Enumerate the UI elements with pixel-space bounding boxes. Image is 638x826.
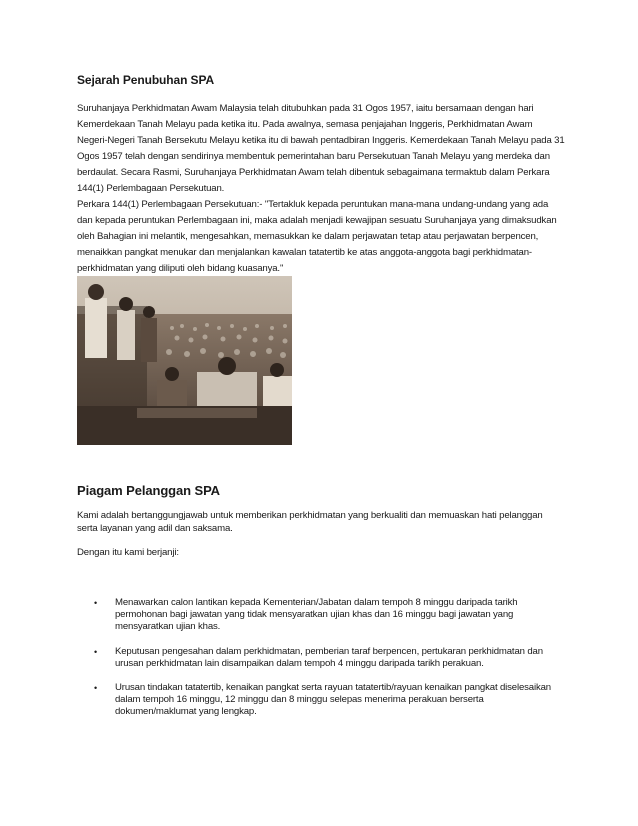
list-item-text: Urusan tindakan tatatertib, kenaikan pangkat serta rayuan tatatertib/rayuan kenaikan pangkat diselesaikan dalam tempoh 16 minggu, 12 minggu dan 8 minggu selepas menerima perakuan berserta dokumen/maklumat yang lengkap. [115,682,551,718]
bullet-icon: • [94,598,98,608]
history-paragraph: Suruhanjaya Perkhidmatan Awam Malaysia telah ditubuhkan pada 31 Ogos 1957, iaitu bersamaan dengan hari Kemerdekaan Tanah Melayu pada ketika itu. Pada awalnya, semasa penjajahan Inggeris, Perkhidmatan Awam Negeri-Negeri Tanah Bersekutu Melayu ketika itu di bawah pentadbiran Inggeris. Kemerdekaan Tanah Melayu pada 31 Ogos 1957 telah dengan sendirinya membentuk pemerintahan baru Persekutuan Tanah Melayu yang merdeka dan berdaulat. Secara Rasmi, Suruhanjaya Perkhidmatan Awam telah dibentuk sebagaimana termaktub dalam Perkara 144(1) Perlembagaan Persekutuan. [77,103,565,194]
list-item [77,646,567,670]
list-item [77,682,567,719]
article-144-paragraph: Perkara 144(1) Perlembagaan Persekutuan:- "Tertakluk kepada peruntukan mana-mana undang-undang yang ada dan kepada peruntukan Perlembagaan ini, maka adalah menjadi kewajipan sesuatu Suruhanjaya yang dimaksudkan oleh Bahagian ini melantik, mengesahkan, memasukkan ke dalam perjawatan tetap atau perjawatan berpencen, menaikkan pangkat menukar dan menjalankan kawalan tatatertib ke atas anggota-anggota bagi perkhidmatan-perkhidmatan yang diliputi oleh bidang kuasanya." [77,199,557,274]
section-title-sejarah: Sejarah Penubuhan SPA [77,73,215,87]
bullet-icon: • [94,683,98,694]
charter-intro-paragraph: Kami adalah bertanggungjawab untuk memberikan perkhidmatan yang berkualiti dan memuaskan hati pelanggan serta layanan yang adil dan saksama. [77,510,543,534]
charter-promise-intro: Dengan itu kami berjanji: [77,547,179,558]
section-title-piagam: Piagam Pelanggan SPA [77,483,220,498]
list-item-text: Keputusan pengesahan dalam perkhidmatan, pemberian taraf berpencen, pertukaran perkhidmatan dan urusan perkhidmatan lain disampaikan dalam tempoh 4 minggu daripada tarikh perakuan. [115,645,543,669]
historical-photo-illustration [77,276,292,445]
bullet-icon: • [94,646,98,657]
historical-photo [77,276,292,445]
list-item-text: Menawarkan calon lantikan kepada Kementerian/Jabatan dalam tempoh 8 minggu daripada tarikh permohonan bagi jawatan yang tidak mensyaratkan ujian khas dan 16 minggu bagi jawatan yang mensyaratkan ujian khas. [115,597,518,633]
charter-promise-list [77,597,567,719]
list-item [77,597,567,634]
